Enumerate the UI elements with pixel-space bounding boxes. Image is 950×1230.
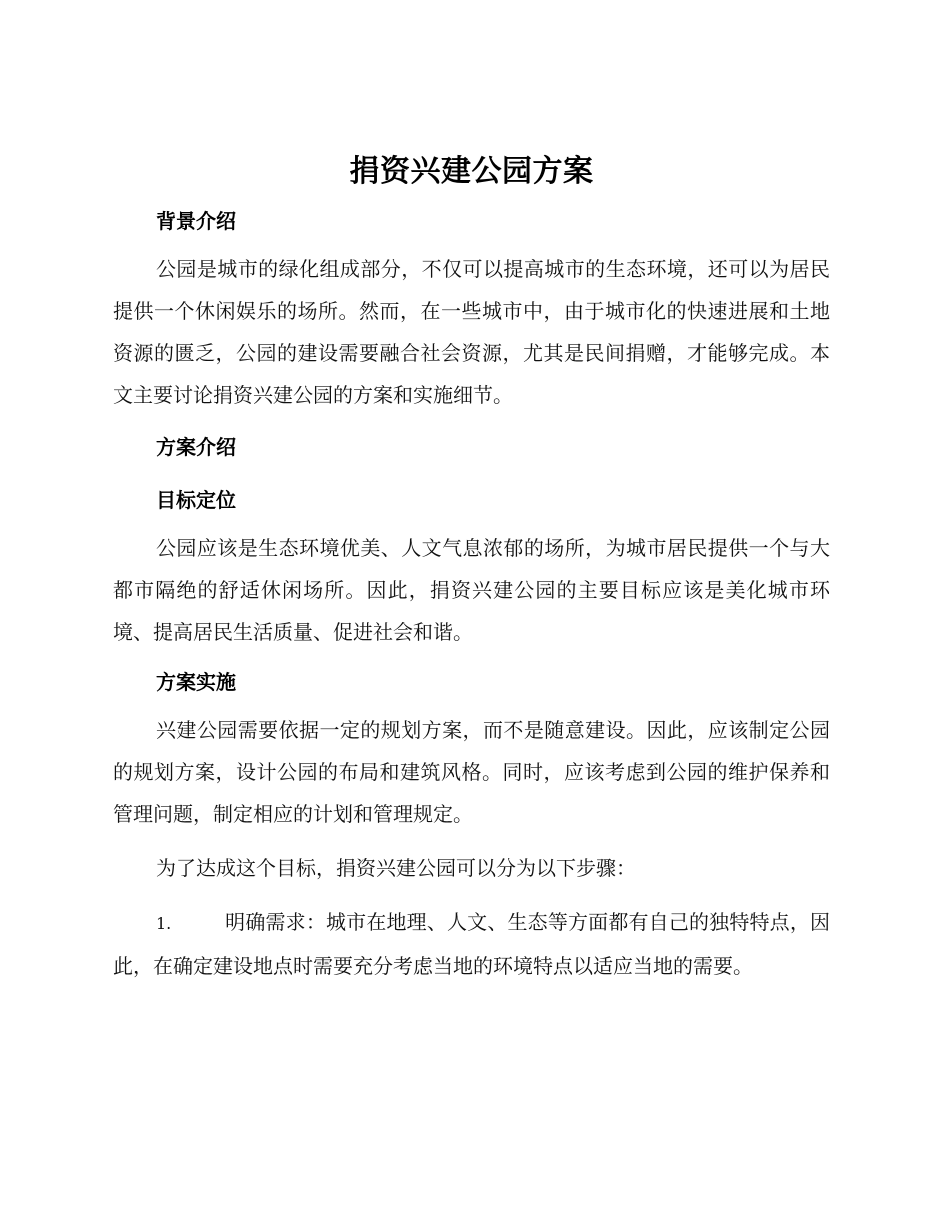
list-item-number: 1.: [156, 914, 172, 933]
document-body: [113, 150, 830, 987]
goal-paragraph: 公园应该是生态环境优美、人文气息浓郁的场所，为城市居民提供一个与大都市隔绝的舒适休闲场所。因此，捐资兴建公园的主要目标应该是美化城市环境、提高居民生活质量、促进社会和谐。: [113, 536, 830, 644]
steps-intro-paragraph: 为了达成这个目标，捐资兴建公园可以分为以下步骤：: [156, 856, 636, 880]
implementation-paragraph: 兴建公园需要依据一定的规划方案，而不是随意建设。因此，应该制定公园的规划方案，设计公园的布局和建筑风格。同时，应该考虑到公园的维护保养和管理问题，制定相应的计划和管理规定。: [113, 718, 830, 826]
list-item: [113, 901, 830, 987]
document-title: 捐资兴建公园方案: [349, 154, 594, 189]
section-heading-plan-intro: 方案介绍: [156, 435, 236, 459]
section-heading-implementation: 方案实施: [156, 670, 236, 694]
background-paragraph: 公园是城市的绿化组成部分，不仅可以提高城市的生态环境，还可以为居民提供一个休闲娱乐的场所。然而，在一些城市中，由于城市化的快速进展和土地资源的匮乏，公园的建设需要融合社会资源，尤其是民间捐赠，才能够完成。本文主要讨论捐资兴建公园的方案和实施细节。: [113, 257, 830, 407]
section-heading-background: 背景介绍: [156, 209, 236, 233]
section-heading-goal: 目标定位: [156, 488, 236, 512]
list-item-text: 明确需求：城市在地理、人文、生态等方面都有自己的独特特点，因此，在确定建设地点时需要充分考虑当地的环境特点以适应当地的需要。: [113, 910, 830, 978]
